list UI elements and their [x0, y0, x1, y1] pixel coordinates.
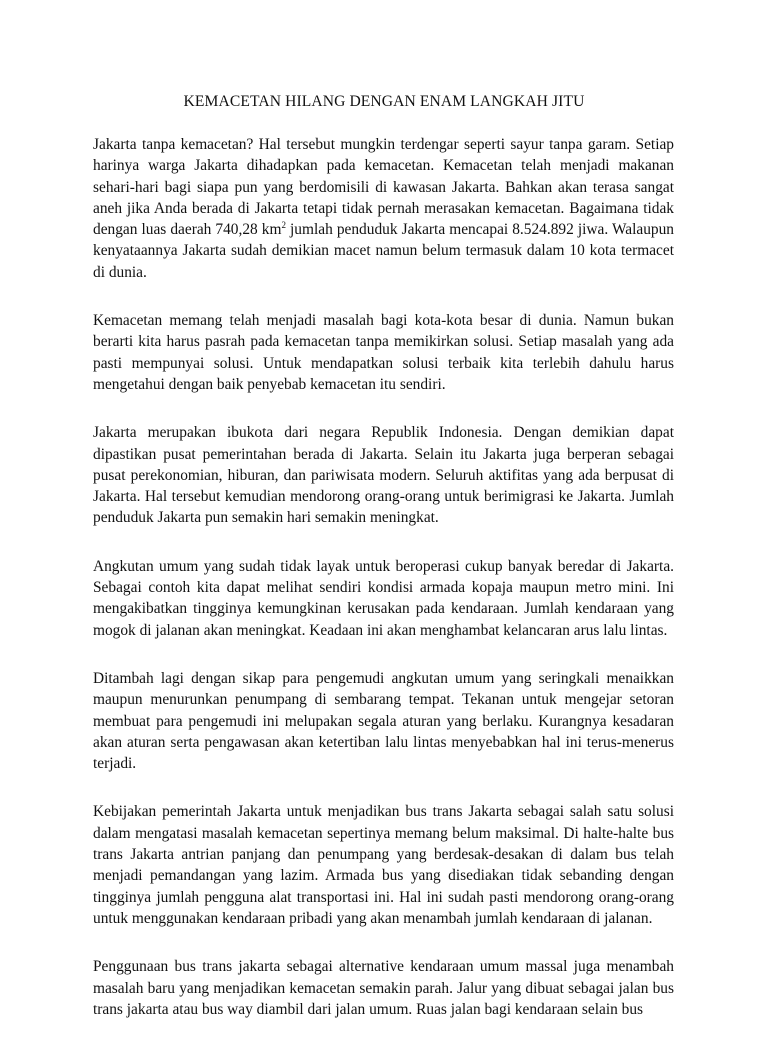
document-body	[93, 134, 674, 1047]
superscript-squared: 2	[281, 220, 286, 231]
paragraph-4: Angkutan umum yang sudah tidak layak untuk beroperasi cukup banyak beredar di Jakarta. Sebagai contoh kita dapat melihat sendiri kondisi armada kopaja maupun metro mini. Ini mengakibatkan tingginya kemungkinan kerusakan pada kendaraan. Jumlah kendaraan yang mogok di jalanan akan meningkat. Keadaan ini akan menghambat kelancaran arus lalu lintas.	[93, 557, 674, 639]
paragraph-1-text: Jakarta tanpa kemacetan? Hal tersebut mungkin terdengar seperti sayur tanpa garam. Setiap harinya warga Jakarta dihadapkan pada kemacetan. Kemacetan telah menjadi makanan sehari-hari bagi siapa pun yang berdomisili di kawasan Jakarta. Bahkan akan terasa sangat aneh jika Anda berada di Jakarta tetapi tidak pernah merasakan kemacetan. Bagaimana tidak dengan luas daerah 740,28 km	[93, 136, 674, 239]
paragraph-5: Ditambah lagi dengan sikap para pengemudi angkutan umum yang seringkali menaikkan maupun menurunkan penumpang di sembarang tempat. Tekanan untuk mengejar setoran membuat para pengemudi ini melupakan segala aturan yang berlaku. Kurangnya kesadaran akan aturan serta pengawasan akan ketertiban lalu lintas menyebabkan hal ini terus-menerus terjadi.	[93, 669, 674, 773]
paragraph-6: Kebijakan pemerintah Jakarta untuk menjadikan bus trans Jakarta sebagai salah satu solusi dalam mengatasi masalah kemacetan sepertinya memang belum maksimal. Di halte-halte bus trans Jakarta antrian panjang dan penumpang yang berdesak-desakan di dalam bus telah menjadi pemandangan yang lazim. Armada bus yang disediakan tidak sebanding dengan tingginya jumlah pengguna alat transportasi ini. Hal ini sudah pasti mendorong orang-orang untuk menggunakan kendaraan pribadi yang akan menambah jumlah kendaraan di jalanan.	[93, 803, 674, 927]
document-title: KEMACETAN HILANG DENGAN ENAM LANGKAH JITU	[183, 93, 585, 110]
paragraph-2: Kemacetan memang telah menjadi masalah bagi kota-kota besar di dunia. Namun bukan berarti kita harus pasrah pada kemacetan tanpa memikirkan solusi. Setiap masalah yang ada pasti mempunyai solusi. Untuk mendapatkan solusi terbaik kita terlebih dahulu harus mengetahui dengan baik penyebab kemacetan itu sendiri.	[93, 312, 674, 393]
paragraph-7: Penggunaan bus trans jakarta sebagai alternative kendaraan umum massal juga menambah masalah baru yang menjadikan kemacetan semakin parah. Jalur yang dibuat sebagai jalan bus trans jakarta atau bus way diambil dari jalan umum. Ruas jalan bagi kendaraan selain bus	[93, 958, 674, 1018]
paragraph-1	[93, 134, 674, 283]
paragraph-1-text-cont: jumlah penduduk Jakarta mencapai 8.524.892 jiwa. Walaupun kenyataannya Jakarta sudah demikian macet namun belum termasuk dalam 10 kota termacet di dunia.	[93, 221, 674, 281]
paragraph-3: Jakarta merupakan ibukota dari negara Republik Indonesia. Dengan demikian dapat dipastikan pusat pemerintahan berada di Jakarta. Selain itu Jakarta juga berperan sebagai pusat perekonomian, hiburan, dan pariwisata modern. Seluruh aktifitas yang ada berpusat di Jakarta. Hal tersebut kemudian mendorong orang-orang untuk berimigrasi ke Jakarta. Jumlah penduduk Jakarta pun semakin hari semakin meningkat.	[93, 424, 674, 527]
